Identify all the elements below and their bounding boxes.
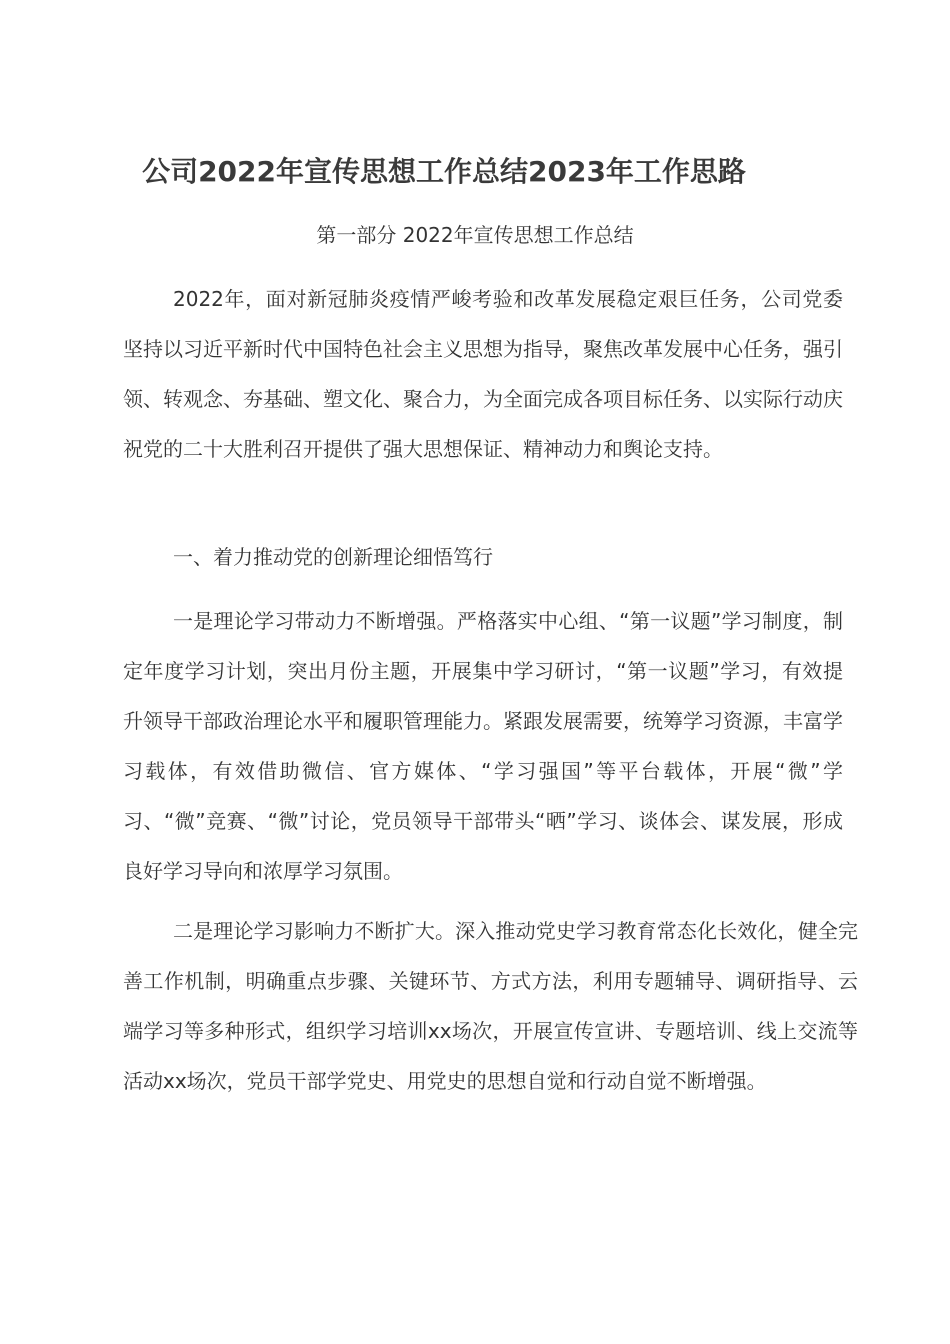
section-subtitle: 第一部分 2022年宣传思想工作总结 [316, 223, 634, 247]
document-title: 公司2022年宣传思想工作总结2023年工作思路 [142, 155, 746, 188]
section-heading: 一、着力推动党的创新理论细悟笃行 [173, 545, 493, 569]
intro-paragraph: 2022年，面对新冠肺炎疫情严峻考验和改革发展稳定艰巨任务，公司党委坚持以习近平新时代中国特色社会主义思想为指导，聚焦改革发展中心任务，强引领、转观念、夯基础、塑文化、聚合力，为全面完成各项目标任务、以实际行动庆祝党的二十大胜利召开提供了强大思想保证、精神动力和舆论支持。 [123, 287, 843, 461]
body-paragraph: 一是理论学习带动力不断增强。严格落实中心组、“第一议题”学习制度，制定年度学习计划，突出月份主题，开展集中学习研讨，“第一议题”学习，有效提升领导干部政治理论水平和履职管理能力。紧跟发展需要，统筹学习资源，丰富学习载体，有效借助微信、官方媒体、“学习强国”等平台载体，开展“微”学习、“微”竞赛、“微”讨论，党员领导干部带头“晒”学习、谈体会、谋发展，形成良好学习导向和浓厚学习氛围。 [123, 609, 843, 883]
body-paragraph: 二是理论学习影响力不断扩大。深入推动党史学习教育常态化长效化，健全完善工作机制，明确重点步骤、关键环节、方式方法，利用专题辅导、调研指导、云端学习等多种形式，组织学习培训xx场次，开展宣传宣讲、专题培训、线上交流等活动xx场次，党员干部学党史、用党史的思想自觉和行动自觉不断增强。 [123, 919, 858, 1093]
